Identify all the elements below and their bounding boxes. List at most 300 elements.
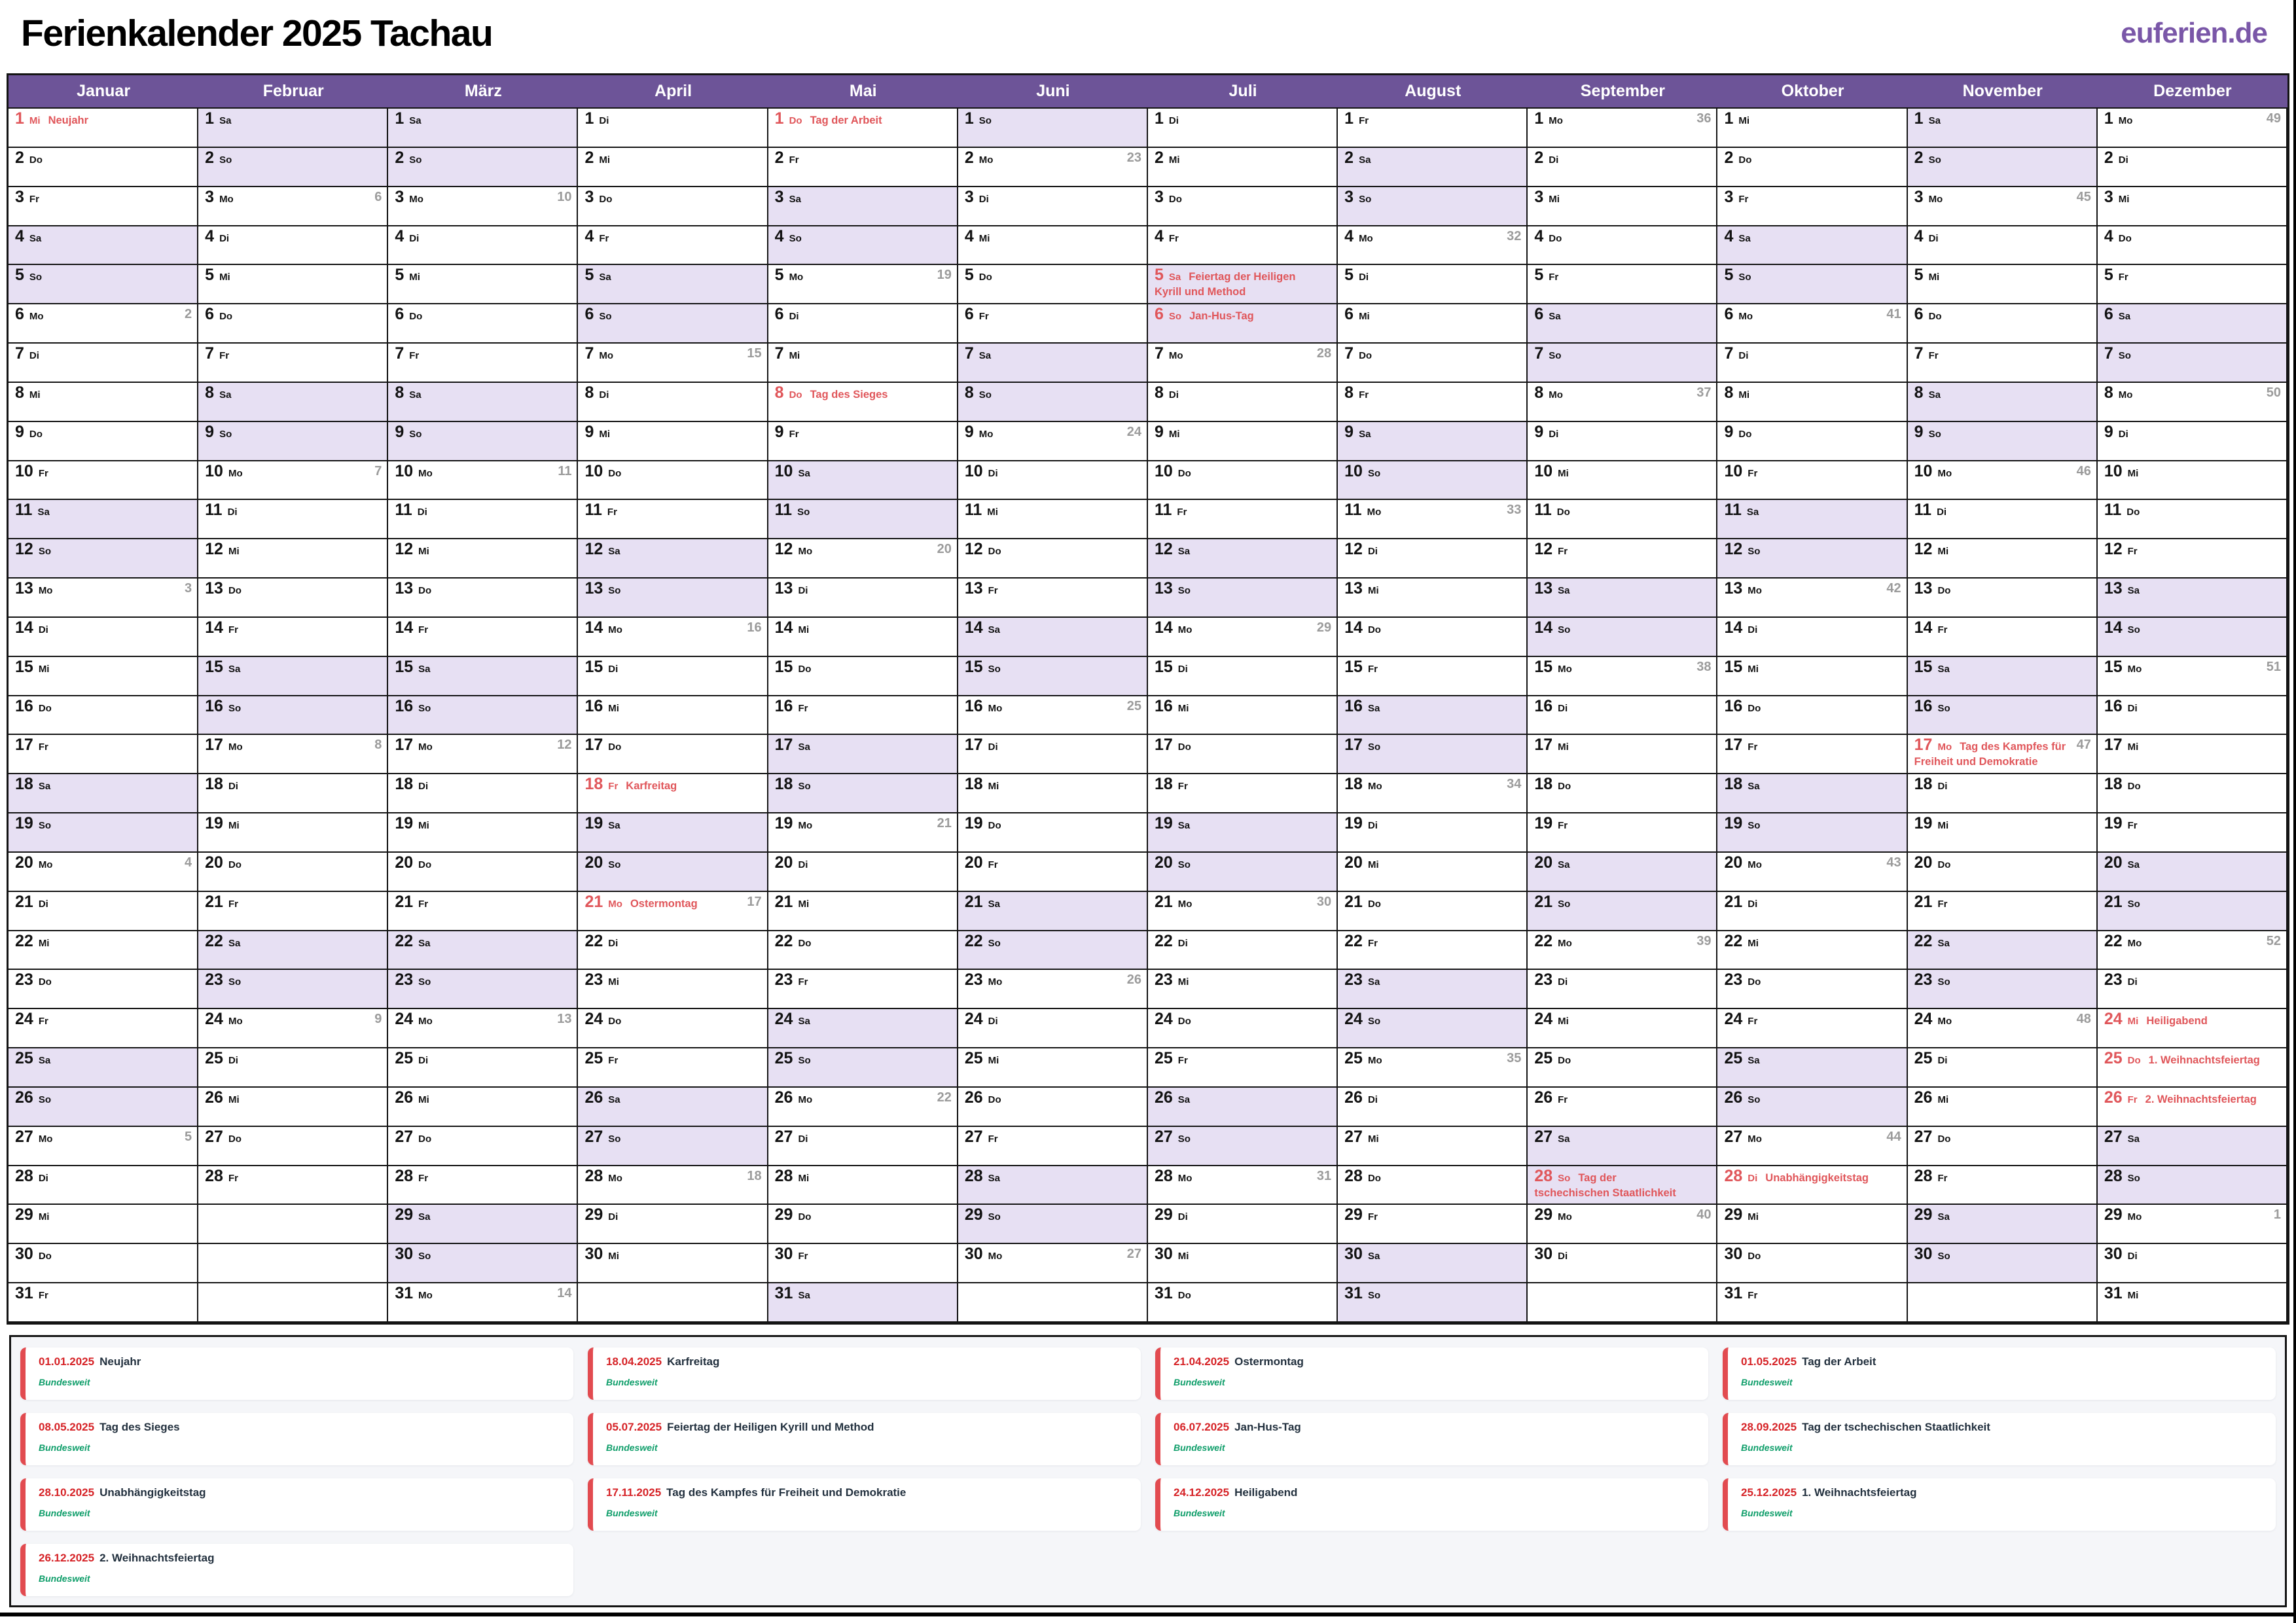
day-number: 21 [2104,892,2123,911]
day-mai-15 [768,657,958,696]
week-number: 40 [1696,1207,1712,1222]
day-oktober-1 [1717,109,1907,148]
day-juni-21 [958,892,1148,931]
weekday-abbrev: Do [608,1016,622,1027]
day-number: 26 [584,1088,603,1107]
weekday-abbrev: Di [1738,350,1749,362]
month-header-juni: Juni [1036,82,1070,100]
day-dezember-5 [2098,265,2287,304]
weekday-abbrev: So [798,1055,811,1067]
day-august-9 [1338,422,1528,461]
day-number: 28 [774,1166,793,1185]
day-number: 20 [15,853,33,872]
day-number: 1 [774,109,784,128]
weekday-abbrev: Fr [1748,741,1758,753]
weekday-abbrev: Fr [608,1055,619,1067]
day-september-13 [1528,579,1717,618]
weekday-abbrev: So [418,702,431,714]
day-juli-29 [1148,1205,1338,1244]
day-number: 1 [2104,109,2113,128]
day-number: 20 [964,853,983,872]
day-number: 12 [964,540,983,559]
weekday-abbrev: Sa [978,350,992,362]
day-dezember-23 [2098,970,2287,1009]
weekday-abbrev: Mi [38,937,50,949]
day-februar-13 [198,579,388,618]
day-number: 15 [205,657,223,676]
day-number: 17 [964,736,983,755]
day-juni-7 [958,344,1148,383]
weekday-abbrev: So [1937,1251,1950,1262]
day-april-24 [578,1009,768,1048]
day-juni-10 [958,461,1148,501]
day-dezember-31 [2098,1283,2287,1323]
day-number: 27 [1534,1127,1553,1146]
day-number: 25 [395,1049,414,1068]
day-number: 24 [1344,1010,1363,1029]
day-number: 9 [1534,422,1544,441]
day-september-19 [1528,813,1717,853]
day-november-18 [1908,774,2098,813]
day-number: 19 [1724,814,1743,833]
weekday-abbrev: Mo [418,467,433,479]
day-number: 13 [1724,579,1743,598]
day-märz-6 [388,304,578,344]
week-number: 42 [1886,581,1901,596]
day-number: 16 [395,696,414,715]
day-number: 4 [1724,226,1734,245]
day-april-17 [578,735,768,774]
day-number: 29 [964,1205,983,1224]
day-number: 22 [1914,931,1933,950]
day-number: 8 [964,383,974,402]
day-mai-7 [768,344,958,383]
week-number: 13 [557,1012,572,1027]
day-number: 15 [395,657,414,676]
day-mai-23 [768,970,958,1009]
weekday-abbrev: Mo [29,311,44,323]
weekday-abbrev: Fr [978,311,989,323]
legend-holiday-name: Heiligabend [1234,1486,1298,1499]
day-number: 21 [1724,892,1743,911]
day-juli-19 [1148,813,1338,853]
day-september-29 [1528,1205,1717,1244]
weekday-abbrev: Do [2127,781,2141,793]
day-number: 27 [1914,1127,1933,1146]
day-number: 12 [1154,540,1173,559]
weekday-abbrev: Mo [608,898,622,910]
day-number: 11 [774,501,793,520]
weekday-abbrev: Mo [1928,193,1943,205]
day-number: 1 [1724,109,1734,128]
day-juni-2 [958,148,1148,187]
day-number: 27 [774,1127,793,1146]
weekday-abbrev: Mi [1168,154,1180,166]
day-number: 3 [964,187,974,206]
day-number: 11 [1154,501,1172,520]
day-number: 20 [395,853,414,872]
weekday-abbrev: Di [988,741,998,753]
brand-logo[interactable]: euferien.de [2121,17,2267,49]
weekday-abbrev: Mo [988,976,1003,988]
weekday-abbrev: Mi [1558,1016,1569,1027]
day-number: 15 [584,657,603,676]
weekday-abbrev: So [1748,1094,1761,1105]
day-august-16 [1338,696,1528,736]
day-number: 2 [774,148,784,167]
weekday-abbrev: Sa [1738,232,1751,244]
weekday-abbrev: Mi [2127,1016,2139,1027]
weekday-abbrev: So [38,820,51,832]
empty-cell-september-31 [1528,1283,1717,1323]
weekday-abbrev: Fr [1558,546,1568,558]
legend-scope: Bundesweit [1174,1442,1225,1453]
weekday-abbrev: Sa [798,1290,810,1302]
day-august-26 [1338,1088,1528,1127]
weekday-abbrev: Sa [1177,820,1191,832]
weekday-abbrev: So [798,781,811,793]
day-number: 25 [774,1049,793,1068]
day-number: 13 [1914,579,1933,598]
weekday-abbrev: Sa [988,1172,1000,1184]
weekday-abbrev: So [1177,585,1191,597]
weekday-abbrev: Fr [2118,272,2128,283]
weekday-abbrev: Fr [38,1290,48,1302]
weekday-abbrev: Di [1928,232,1939,244]
day-juni-15 [958,657,1148,696]
day-april-20 [578,853,768,892]
day-number: 21 [774,892,793,911]
weekday-abbrev: Mo [1549,389,1563,401]
weekday-abbrev: Di [2127,1251,2138,1262]
weekday-abbrev: So [228,976,242,988]
day-number: 24 [395,1010,414,1029]
day-number: 19 [205,814,223,833]
day-mai-17 [768,735,958,774]
weekday-abbrev: Mo [418,1290,433,1302]
day-number: 12 [1344,540,1363,559]
day-number: 6 [395,305,404,324]
weekday-abbrev: Sa [219,115,232,126]
day-number: 7 [2104,344,2113,363]
day-number: 14 [2104,618,2123,637]
weekday-abbrev: So [1359,193,1372,205]
day-juli-9 [1148,422,1338,461]
day-number: 18 [964,775,983,794]
holiday-name: 2. Weihnachtsfeiertag [2145,1093,2257,1105]
day-number: 23 [1154,971,1173,990]
day-juli-24 [1148,1009,1338,1048]
weekday-abbrev: Mi [988,1055,999,1067]
day-mai-13 [768,579,958,618]
week-number: 31 [1316,1168,1332,1183]
weekday-abbrev: So [1367,467,1381,479]
day-september-15 [1528,657,1717,696]
day-oktober-17 [1717,735,1907,774]
legend-date: 21.04.2025 [1174,1355,1230,1368]
weekday-abbrev: Mi [987,507,998,518]
empty-cell-april-31 [578,1283,768,1323]
day-mai-10 [768,461,958,501]
day-number: 22 [584,931,603,950]
weekday-abbrev: Sa [798,467,810,479]
weekday-abbrev: Sa [219,389,232,401]
week-number: 32 [1507,228,1522,243]
holiday-name: Tag der Arbeit [810,115,882,126]
day-august-2 [1338,148,1528,187]
day-januar-2 [9,148,198,187]
month-header-august: August [1405,82,1462,100]
weekday-abbrev: Mi [1177,1251,1189,1262]
holiday-name: 1. Weihnachtsfeiertag [2148,1054,2260,1067]
weekday-abbrev: Do [1937,585,1951,597]
day-januar-1 [9,109,198,148]
day-juli-23 [1148,970,1338,1009]
day-number: 18 [1344,775,1363,794]
legend-scope: Bundesweit [1741,1377,1793,1387]
weekday-abbrev: Mi [1549,193,1560,205]
day-number: 9 [2104,422,2113,441]
day-oktober-11 [1717,500,1907,539]
day-number: 7 [1154,344,1164,363]
day-number: 19 [1914,814,1933,833]
weekday-abbrev: Mo [1177,624,1193,635]
weekday-abbrev: Di [2127,702,2138,714]
day-number: 22 [1724,931,1743,950]
legend-holiday-name: Ostermontag [1234,1355,1304,1368]
legend-holiday-name: Tag des Sieges [99,1421,180,1433]
day-august-7 [1338,344,1528,383]
legend-item [20,1478,573,1531]
day-märz-29 [388,1205,578,1244]
day-juli-30 [1148,1244,1338,1283]
day-number: 24 [964,1010,983,1029]
day-number: 28 [964,1166,983,1185]
weekday-abbrev: Fr [789,428,799,440]
weekday-abbrev: Mo [228,1016,243,1027]
day-februar-21 [198,892,388,931]
weekday-abbrev: Mo [988,1251,1003,1262]
day-number: 13 [774,579,793,598]
weekday-abbrev: Mi [1177,702,1189,714]
day-number: 5 [964,266,974,285]
day-november-30 [1908,1244,2098,1283]
day-number: 26 [395,1088,414,1107]
day-september-12 [1528,539,1717,579]
legend-date: 18.04.2025 [606,1355,662,1368]
weekday-abbrev: Fr [798,976,808,988]
day-number: 25 [1344,1049,1363,1068]
day-februar-24 [198,1009,388,1048]
weekday-abbrev: Di [789,311,799,323]
weekday-abbrev: Sa [1168,272,1181,283]
weekday-abbrev: So [1748,820,1761,832]
day-juli-21 [1148,892,1338,931]
day-oktober-20 [1717,853,1907,892]
weekday-abbrev: Sa [1928,389,1941,401]
day-juli-10 [1148,461,1338,501]
day-februar-1 [198,109,388,148]
day-februar-15 [198,657,388,696]
week-number: 45 [2076,189,2091,204]
day-august-31 [1338,1283,1528,1323]
weekday-abbrev: Sa [798,741,810,753]
day-märz-4 [388,226,578,266]
weekday-abbrev: Sa [1549,311,1561,323]
day-number: 28 [1154,1166,1173,1185]
weekday-abbrev: Di [418,781,429,793]
day-number: 21 [205,892,223,911]
day-juli-20 [1148,853,1338,892]
day-number: 23 [1534,971,1553,990]
week-number: 2 [185,307,192,322]
month-header-märz: März [464,82,502,100]
day-mai-6 [768,304,958,344]
day-januar-4 [9,226,198,266]
day-number: 30 [1154,1245,1173,1264]
day-september-4 [1528,226,1717,266]
legend-item [20,1413,573,1465]
day-februar-16 [198,696,388,736]
weekday-abbrev: Mi [38,1211,50,1223]
day-number: 31 [1724,1284,1743,1303]
weekday-abbrev: Fr [38,741,48,753]
weekday-abbrev: Di [608,937,619,949]
day-number: 9 [1724,422,1734,441]
day-number: 30 [964,1245,983,1264]
day-januar-22 [9,931,198,971]
weekday-abbrev: Di [1177,663,1188,675]
weekday-abbrev: So [2127,1172,2140,1184]
day-number: 17 [1154,736,1173,755]
day-number: 24 [1534,1010,1553,1029]
day-number: 11 [964,501,982,520]
legend-scope: Bundesweit [39,1508,90,1518]
weekday-abbrev: Sa [608,1094,620,1105]
legend-item [1723,1347,2276,1400]
day-september-2 [1528,148,1717,187]
day-number: 26 [1344,1088,1363,1107]
weekday-abbrev: Mi [2127,467,2139,479]
week-number: 10 [557,189,572,204]
weekday-abbrev: Fr [1549,272,1559,283]
weekday-abbrev: Mi [228,820,240,832]
day-oktober-26 [1717,1088,1907,1127]
day-number: 19 [2104,814,2123,833]
day-number: 4 [2104,226,2113,245]
day-august-12 [1338,539,1528,579]
day-number: 24 [1914,1010,1933,1029]
day-februar-23 [198,970,388,1009]
weekday-abbrev: Di [1359,272,1369,283]
day-number: 17 [1344,736,1363,755]
day-mai-4 [768,226,958,266]
day-november-2 [1908,148,2098,187]
day-number: 28 [15,1166,33,1185]
day-oktober-23 [1717,970,1907,1009]
day-april-11 [578,500,768,539]
legend-date: 05.07.2025 [606,1421,662,1433]
day-number: 8 [1344,383,1354,402]
day-august-20 [1338,853,1528,892]
day-number: 27 [15,1127,33,1146]
weekday-abbrev: Fr [1177,507,1187,518]
day-number: 21 [15,892,33,911]
weekday-abbrev: Fr [418,624,429,635]
weekday-abbrev: Mi [1937,1094,1949,1105]
weekday-abbrev: Mo [1549,115,1563,126]
weekday-abbrev: Mi [418,820,429,832]
legend-scope: Bundesweit [39,1442,90,1453]
day-mai-25 [768,1048,958,1088]
day-februar-8 [198,383,388,422]
day-februar-20 [198,853,388,892]
weekday-abbrev: Do [1177,1290,1191,1302]
footer-divider [0,1613,2296,1616]
day-mai-1 [768,109,958,148]
day-number: 31 [15,1284,33,1303]
day-januar-27 [9,1127,198,1166]
weekday-abbrev: Di [228,781,238,793]
day-februar-18 [198,774,388,813]
weekday-abbrev: Di [1937,781,1948,793]
day-number: 6 [205,305,215,324]
day-number: 10 [1154,461,1173,480]
day-number: 13 [1344,579,1363,598]
day-august-4 [1338,226,1528,266]
day-januar-11 [9,500,198,539]
day-number: 14 [774,618,793,637]
day-number: 30 [1344,1245,1363,1264]
legend-item [1155,1413,1708,1465]
day-number: 19 [1154,814,1173,833]
day-januar-5 [9,265,198,304]
day-number: 11 [205,501,223,520]
day-number: 22 [774,931,793,950]
day-juli-18 [1148,774,1338,813]
day-juni-4 [958,226,1148,266]
weekday-abbrev: Di [228,1055,238,1067]
weekday-abbrev: Fr [418,1172,429,1184]
legend-date: 25.12.2025 [1741,1486,1797,1499]
day-number: 23 [2104,971,2123,990]
weekday-abbrev: Do [418,1133,432,1145]
weekday-abbrev: Do [608,741,622,753]
weekday-abbrev: Di [1367,820,1378,832]
day-oktober-19 [1717,813,1907,853]
day-number: 3 [205,187,215,206]
day-number: 30 [1534,1245,1553,1264]
weekday-abbrev: So [608,859,621,870]
legend-item [1155,1478,1708,1531]
day-märz-10 [388,461,578,501]
day-number: 4 [395,226,404,245]
legend-date: 17.11.2025 [606,1486,662,1499]
day-juni-9 [958,422,1148,461]
day-mai-16 [768,696,958,736]
day-number: 8 [1914,383,1924,402]
day-mai-12 [768,539,958,579]
day-januar-7 [9,344,198,383]
holiday-name: Heiligabend [2146,1015,2208,1027]
day-number: 2 [1724,148,1734,167]
weekday-abbrev: Do [1367,898,1381,910]
day-number: 15 [774,657,793,676]
day-september-3 [1528,187,1717,226]
weekday-abbrev: Do [228,585,242,597]
day-juni-23 [958,970,1148,1009]
week-number: 5 [185,1129,192,1144]
